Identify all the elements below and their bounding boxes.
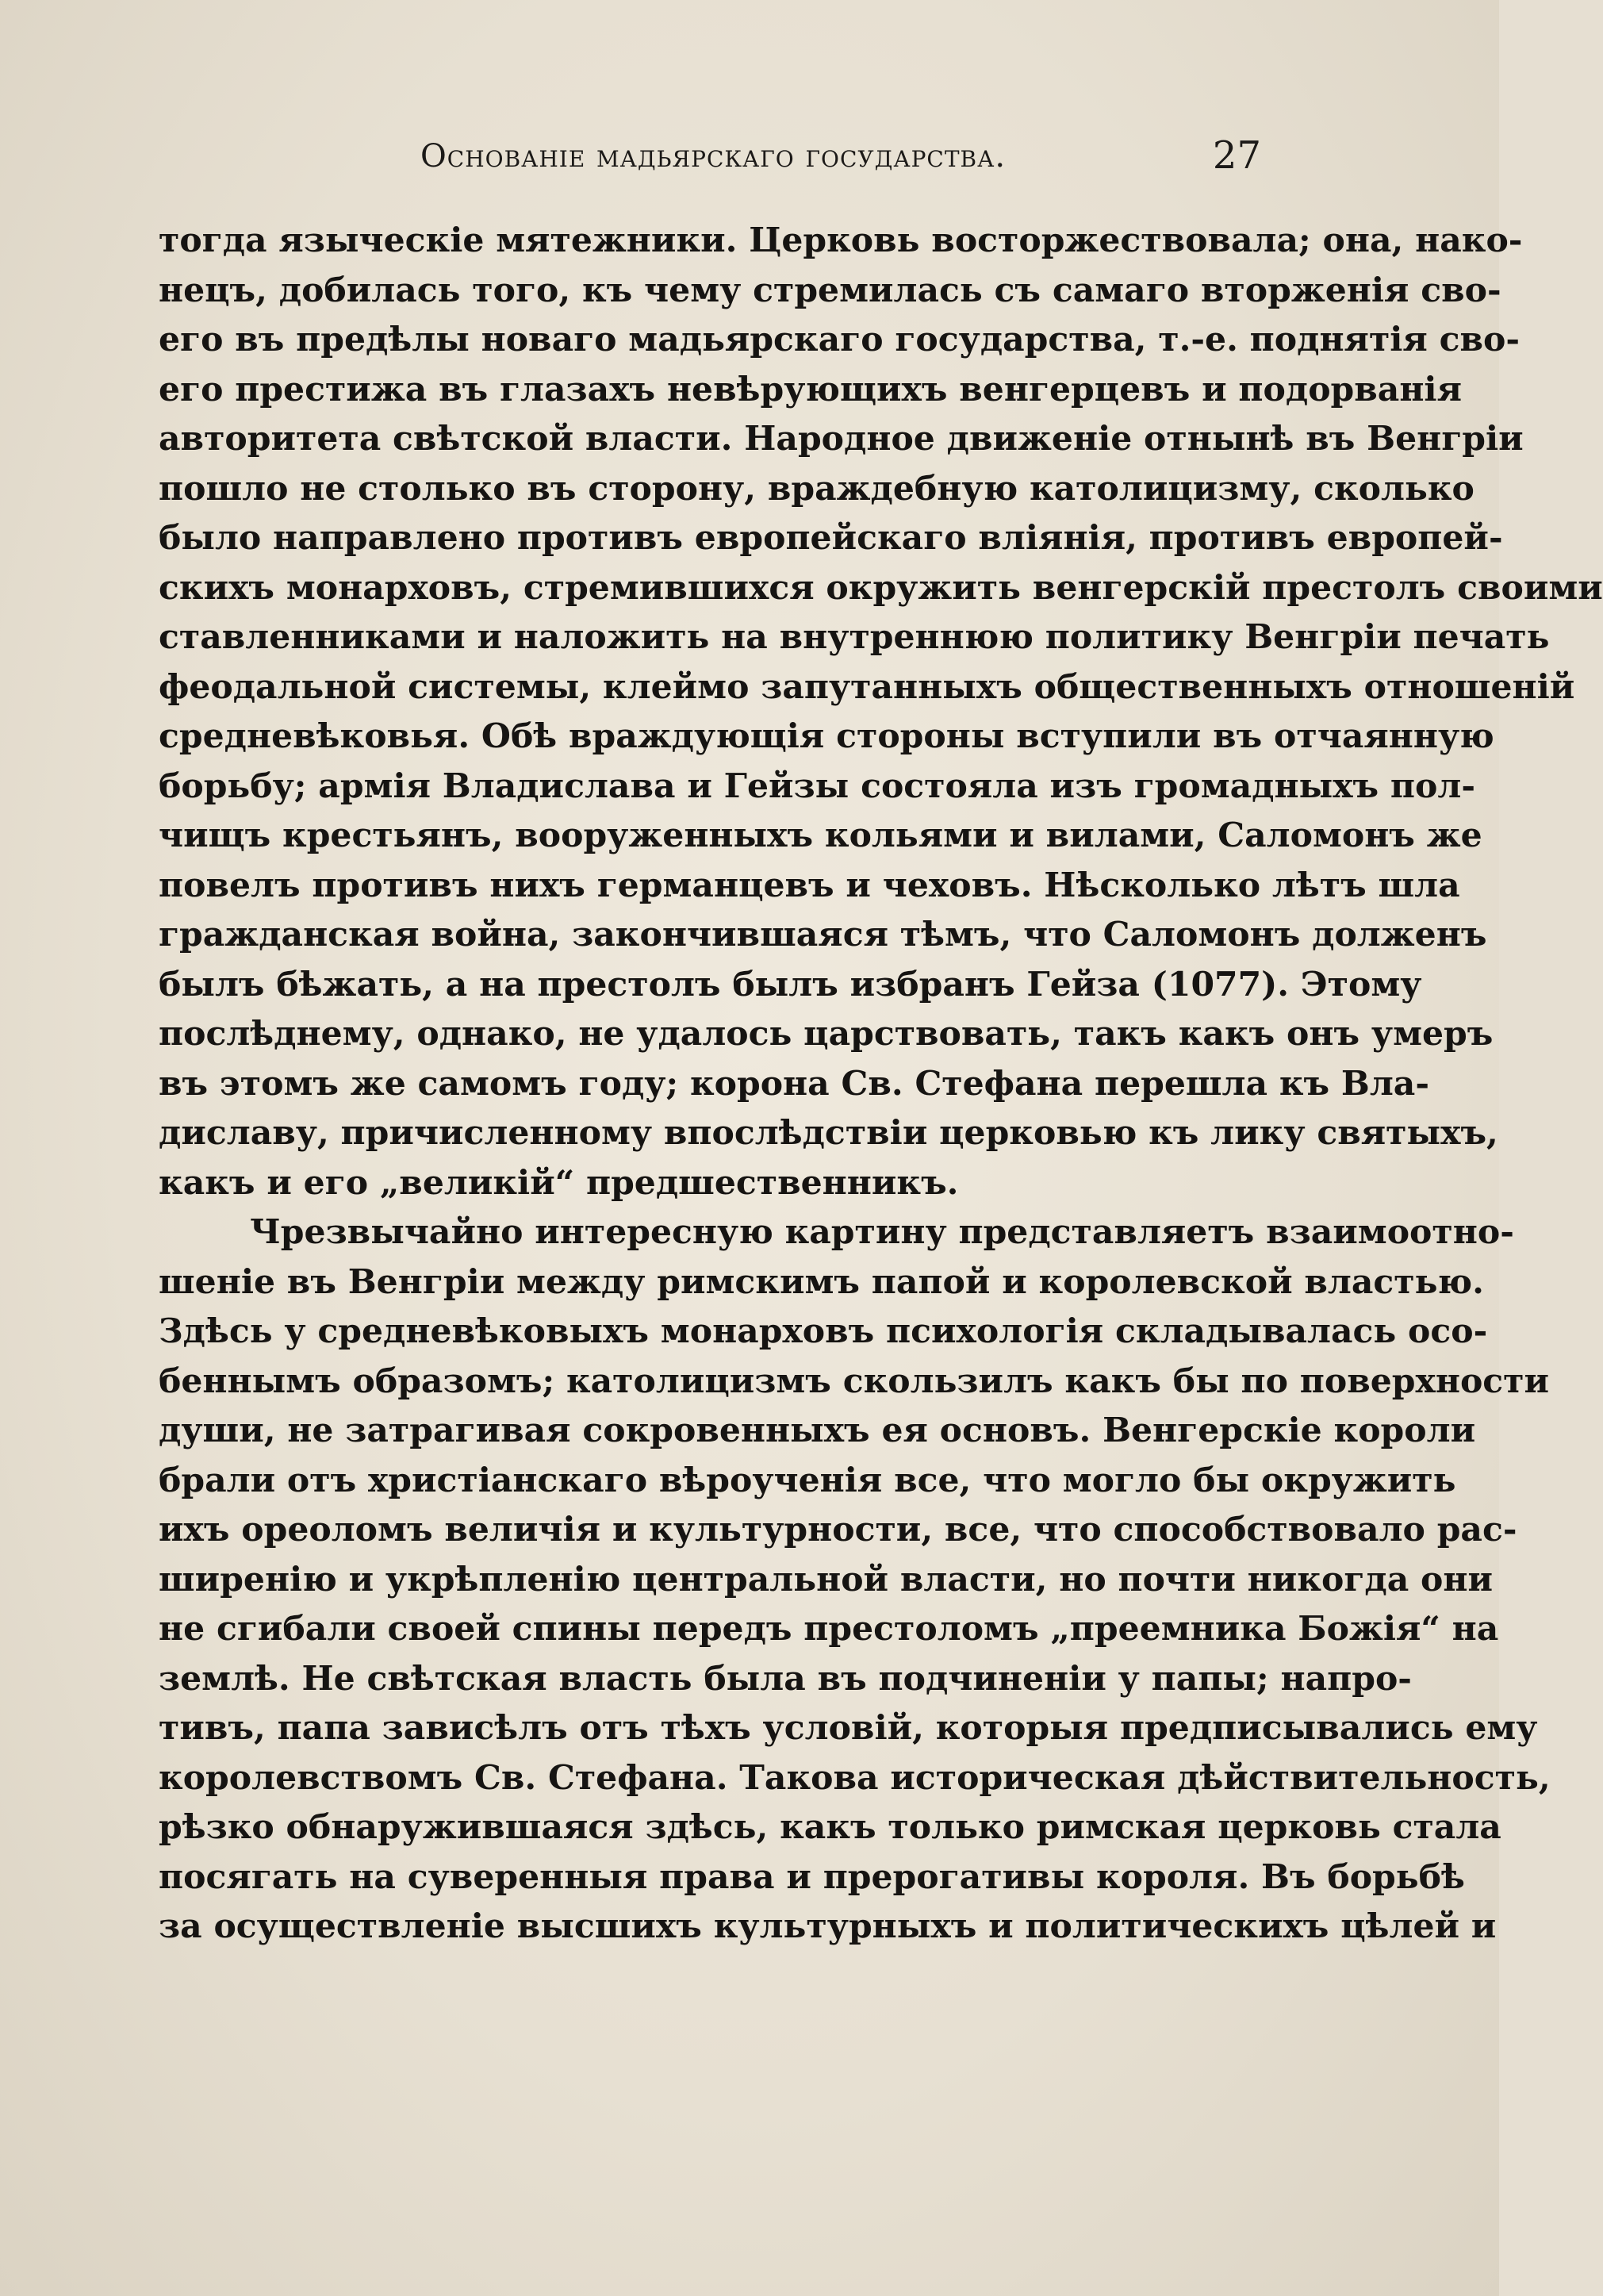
text-line: землѣ. Не свѣтская власть была въ подчиненіи у папы; напро- bbox=[159, 1658, 1412, 1699]
text-line: Чрезвычайно интересную картину представляетъ взаимоотно- bbox=[250, 1212, 1514, 1252]
text-line: феодальной системы, клеймо запутанныхъ общественныхъ отношеній bbox=[159, 666, 1575, 707]
text-line: чищъ крестьянъ, вооруженныхъ кольями и вилами, Саломонъ же bbox=[159, 816, 1482, 855]
text-line: ставленниками и наложить на внутреннюю политику Венгріи печать bbox=[159, 617, 1550, 657]
text-line: за осуществленіе высшихъ культурныхъ и политическихъ цѣлей и bbox=[159, 1906, 1497, 1946]
text-line: беннымъ образомъ; католицизмъ скользилъ какъ бы по поверхности bbox=[159, 1361, 1550, 1401]
paragraph bbox=[159, 216, 1603, 1208]
page-header bbox=[159, 133, 1261, 189]
paragraph bbox=[159, 1208, 1551, 1952]
text-line: послѣднему, однако, не удалось царствовать, такъ какъ онъ умеръ bbox=[159, 1014, 1494, 1054]
text-line: диславу, причисленному впослѣдствіи церковью къ лику святыхъ, bbox=[159, 1113, 1498, 1153]
text-line: скихъ монарховъ, стремившихся окружить венгерскій престолъ своими bbox=[159, 567, 1603, 608]
text-line: авторитета свѣтской власти. Народное движеніе отнынѣ въ Венгріи bbox=[159, 419, 1524, 459]
text-line: борьбу; армія Владислава и Гейзы состояла изъ громадныхъ пол- bbox=[159, 766, 1475, 806]
text-line: нецъ, добилась того, къ чему стремилась съ самаго вторженія сво- bbox=[159, 270, 1501, 310]
text-line: посягать на суверенныя права и прерогативы короля. Въ борьбѣ bbox=[159, 1856, 1465, 1897]
running-title: Основаніе мадьярскаго государства. bbox=[420, 138, 1007, 175]
text-line: былъ бѣжать, а на престолъ былъ избранъ Гейза (1077). Этому bbox=[159, 964, 1422, 1004]
page-number: 27 bbox=[1212, 133, 1261, 178]
text-line: Здѣсь у средневѣковыхъ монарховъ психологія складывалась осо- bbox=[159, 1311, 1488, 1351]
text-line: средневѣковья. Обѣ враждующія стороны вступили въ отчаянную bbox=[159, 716, 1494, 756]
text-line: повелъ противъ нихъ германцевъ и чеховъ. Нѣсколько лѣтъ шла bbox=[159, 865, 1460, 905]
text-line: рѣзко обнаружившаяся здѣсь, какъ только римская церковь стала bbox=[159, 1807, 1501, 1847]
text-line: королевствомъ Св. Стефана. Такова историческая дѣйствительность, bbox=[159, 1757, 1551, 1798]
text-line: ихъ ореоломъ величія и культурности, все, что способствовало рас- bbox=[159, 1510, 1517, 1549]
text-line: не сгибали своей спины передъ престоломъ „преемника Божія“ на bbox=[159, 1609, 1499, 1649]
text-line: души, не затрагивая сокровенныхъ ея основъ. Венгерскіе короли bbox=[159, 1411, 1476, 1450]
text-line: брали отъ христіанскаго вѣроученія все, что могло бы окружить bbox=[159, 1460, 1456, 1500]
text-line: было направлено противъ европейскаго вліянія, противъ европей- bbox=[159, 518, 1503, 558]
text-line: тогда языческіе мятежники. Церковь восторжествовала; она, нако- bbox=[159, 221, 1523, 260]
text-line: гражданская война, закончившаяся тѣмъ, что Саломонъ долженъ bbox=[159, 915, 1487, 954]
text-line: тивъ, папа зависѣлъ отъ тѣхъ условій, которыя предписывались ему bbox=[159, 1708, 1538, 1748]
text-line: его престижа въ глазахъ невѣрующихъ венгерцевъ и подорванія bbox=[159, 369, 1462, 409]
text-line: шеніе въ Венгріи между римскимъ папой и королевской властью. bbox=[159, 1261, 1484, 1302]
text-line: какъ и его „великій“ предшественникъ. bbox=[159, 1162, 959, 1203]
text-line: въ этомъ же самомъ году; корона Св. Стефана перешла къ Вла- bbox=[159, 1063, 1429, 1104]
text-line: пошло не столько въ сторону, враждебную католицизму, сколько bbox=[159, 468, 1475, 509]
text-line: его въ предѣлы новаго мадьярскаго государства, т.-е. поднятія сво- bbox=[159, 320, 1521, 359]
body-text bbox=[159, 216, 1603, 1952]
text-line: ширенію и укрѣпленію центральной власти, но почти никогда они bbox=[159, 1559, 1494, 1599]
